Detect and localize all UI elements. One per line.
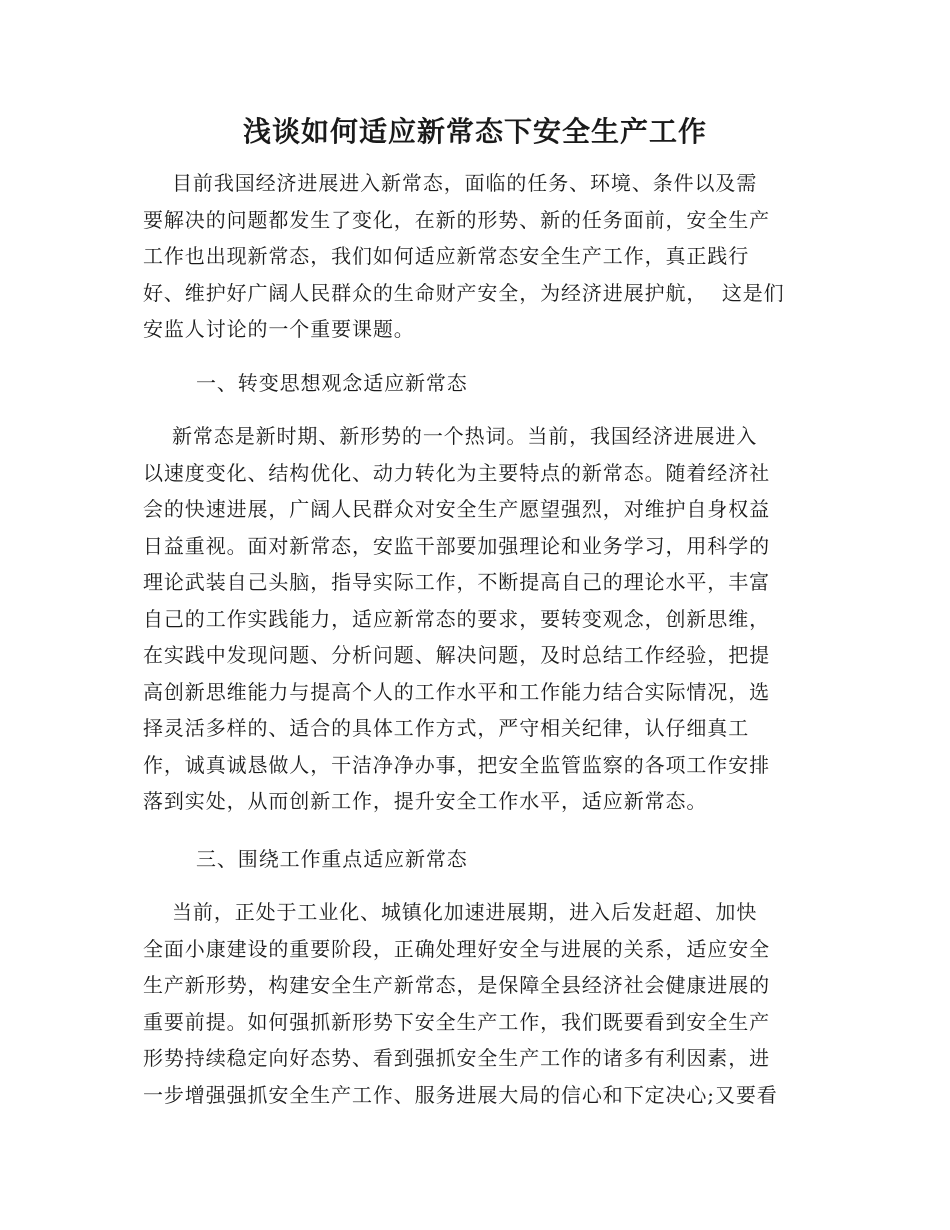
paragraph-line: 要解决的问题都发生了变化，在新的形势、新的任务面前，安全生产 — [143, 207, 770, 232]
section-heading-1: 一、转变思想观念适应新常态 — [196, 371, 468, 395]
paragraph-line: 日益重视。面对新常态，安监干部要加强理论和业务学习，用科学的 — [143, 533, 770, 558]
paragraph-line: 以速度变化、结构优化、动力转化为主要特点的新常态。随着经济社 — [143, 460, 770, 485]
paragraph-line: 全面小康建设的重要阶段，正确处理好安全与进展的关系，适应安全 — [143, 936, 770, 961]
paragraph-line: 目前我国经济进展进入新常态，面临的任务、环境、条件以及需 — [143, 171, 758, 195]
paragraph-line: 落到实处，从而创新工作，提升安全工作水平，适应新常态。 — [143, 789, 708, 813]
section-3-paragraph — [143, 894, 823, 1113]
paragraph-line: 一步增强强抓安全生产工作、服务进展大局的信心和下定决心;又要看 — [143, 1082, 778, 1107]
paragraph-line: 当前，正处于工业化、城镇化加速进展期，进入后发赶超、加快 — [143, 900, 758, 924]
paragraph-line: 理论武装自己头脑，指导实际工作，不断提高自己的理论水平，丰富 — [143, 570, 770, 594]
paragraph-line: 作，诚真诚恳做人，干洁净净办事，把安全监管监察的各项工作安排 — [143, 752, 770, 777]
paragraph-line: 工作也出现新常态，我们如何适应新常态安全生产工作，真正践行 — [143, 244, 750, 268]
intro-paragraph — [143, 165, 823, 348]
paragraph-line: 重要前提。如何强抓新形势下安全生产工作，我们既要看到安全生产 — [143, 1009, 770, 1034]
paragraph-line: 自己的工作实践能力，适应新常态的要求，要转变观念，创新思维， — [143, 606, 770, 631]
paragraph-line: 会的快速进展，广阔人民群众对安全生产愿望强烈，对维护自身权益 — [143, 497, 770, 521]
paragraph-line: 高创新思维能力与提高个人的工作水平和工作能力结合实际情况，选 — [143, 679, 770, 704]
section-heading-3: 三、围绕工作重点适应新常态 — [196, 847, 468, 871]
paragraph-line: 形势持续稳定向好态势、看到强抓安全生产工作的诸多有利因素，进 — [143, 1046, 770, 1070]
document-title: 浅谈如何适应新常态下安全生产工作 — [242, 115, 707, 148]
paragraph-line: 在实践中发现问题、分析问题、解决问题，及时总结工作经验，把提 — [143, 643, 770, 667]
paragraph-line: 择灵活多样的、适合的具体工作方式，严守相关纪律，认仔细真工 — [143, 716, 750, 740]
paragraph-line: 安监人讨论的一个重要课题。 — [143, 317, 415, 341]
paragraph-line: 新常态是新时期、新形势的一个热词。当前，我国经济进展进入 — [143, 424, 758, 448]
paragraph-line: 生产新形势，构建安全生产新常态，是保障全县经济社会健康进展的 — [143, 973, 770, 997]
paragraph-line: 好、维护好广阔人民群众的生命财产安全，为经济进展护航， 这是们 — [143, 280, 785, 305]
section-1-paragraph — [143, 418, 823, 820]
